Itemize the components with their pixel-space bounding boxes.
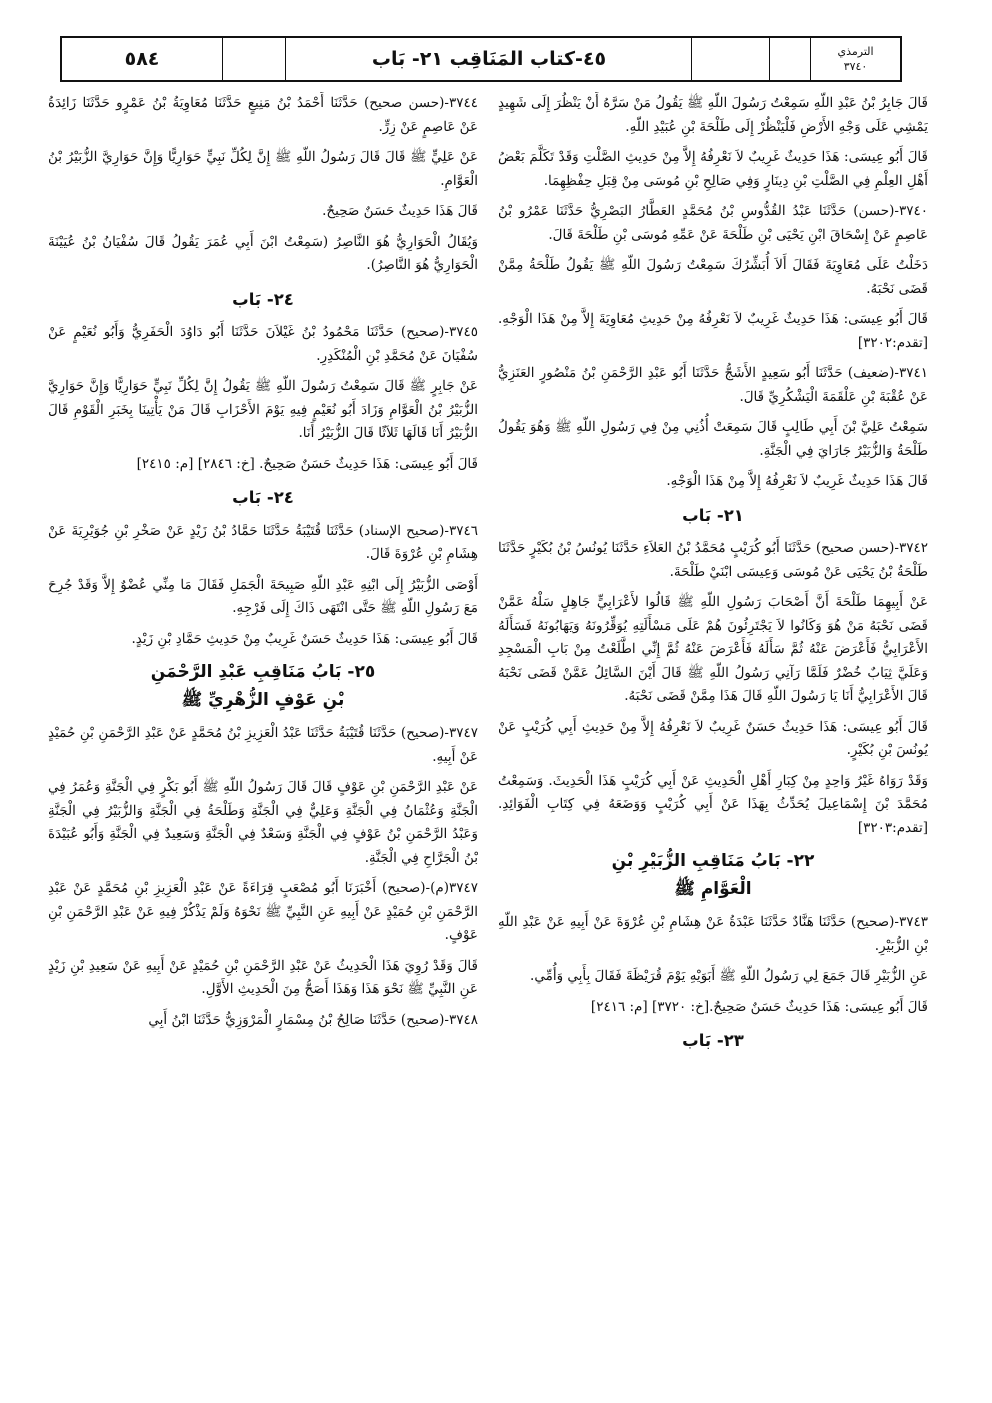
section-heading: بْنِ عَوْفٍ الزُّهْرِيِّ ﷺ — [181, 689, 345, 710]
text-paragraph: وَيُقَالُ الْحَوَارِيُّ هُوَ النَّاصِرُ (سَمِعْتُ ابْنَ أَبِي عُمَرَ يَقُولُ قَالَ سُفْيَانُ بْنُ عُيَيْنَةَ الْحَوَارِيُّ هُوَ النَّاصِرُ). — [48, 233, 478, 273]
text-paragraph: قَالَ هَذَا حَدِيثٌ حَسَنٌ صَحِيحٌ. — [322, 203, 478, 219]
text-paragraph: ٣٧٤٧-(صحيح) حَدَّثَنَا قُتَيْبَةُ حَدَّثَنَا عَبْدُ الْعَزِيزِ بْنُ مُحَمَّدٍ عَنْ عَبْدِ الرَّحْمَنِ بْنِ حُمَيْدٍ عَنْ أَبِيهِ. — [48, 725, 478, 765]
section-heading: الْعَوَّامِ ﷺ — [674, 878, 752, 899]
text-paragraph: عَنْ عَلِيٍّ ﷺ قَالَ قَالَ رَسُولُ اللّهِ ﷺ إِنَّ لِكُلِّ نَبِيٍّ حَوَارِيًّا وَإِنَّ حَوَارِيَّ الزُّبَيْرُ بْنُ الْعَوَّامِ. — [48, 149, 478, 189]
text-paragraph: عَنْ عَبْدِ الرَّحْمَنِ بْنِ عَوْفٍ قَالَ قَالَ رَسُولُ اللّهِ ﷺ أَبُو بَكْرٍ فِي الْجَنَّةِ وَعُمَرُ فِي الْجَنَّةِ وَعُثْمَانُ فِي الْجَنَّةِ وَعَلِيٌّ فِي الْجَنَّةِ وَطَلْحَةُ فِي الْجَنَّةِ وَالزُّبَيْرُ فِي الْجَنَّةِ وَعَبْدُ الرَّحْمَنِ بْنُ عَوْفٍ فِي الْجَنَّةِ وَسَعْدٌ فِي الْجَنَّةِ وَسَعِيدٌ فِي الْجَنَّةِ وَأَبُو عُبَيْدَةَ بْنُ الْجَرَّاحِ فِي الْجَنَّةِ. — [48, 779, 478, 866]
text-paragraph: ٣٧٤٦-(صحيح الإسناد) حَدَّثَنَا قُتَيْبَةُ حَدَّثَنَا حَمَّادُ بْنُ زَيْدٍ عَنْ صَخْرِ بْنِ جُوَيْرِيَةَ عَنْ هِشَامِ بْنِ عُرْوَةَ قَالَ. — [48, 522, 478, 562]
header-ref-book: الترمذي — [837, 45, 874, 58]
page-number: ٥٨٤ — [124, 48, 160, 70]
header-title: ٤٥-كتاب المَنَاقِب ٢١- بَاب — [371, 48, 607, 70]
section-heading: ٢٤- بَاب — [232, 289, 294, 309]
text-paragraph: قَالَ أَبُو عِيسَى: هَذَا حَدِيثٌ حَسَنٌ غَرِيبٌ مِنْ حَدِيثِ حَمَّادِ بْنِ زَيْدٍ. — [131, 630, 478, 647]
header-divider — [769, 38, 770, 80]
section-heading: ٢٢- بَابُ مَنَاقِبِ الزُّبَيْرِ بْنِ — [611, 851, 815, 871]
header-divider — [285, 38, 286, 80]
section-heading: ٢٣- بَاب — [682, 1031, 744, 1050]
text-paragraph: عَنْ أَبِيهِمَا طَلْحَةَ أَنَّ أَصْحَابَ رَسُولِ اللّهِ ﷺ قَالُوا لأَعْرَابِيٍّ جَاهِلٍ سَلْهُ عَمَّنْ قَضَى نَحْبَهُ مَنْ هُوَ وَكَانُوا لاَ يَجْتَرِئُونَ هُمْ عَلَى مَسْأَلَتِهِ يُوَقِّرُونَهُ وَيَهَابُونَهُ فَسَأَلَهُ الأَعْرَابِيُّ فَأَعْرَضَ عَنْهُ ثُمَّ سَأَلَهُ فَأَعْرَضَ عَنْهُ ثُمَّ إِنِّي اطَّلَعْتُ مِنْ بَابِ الْمَسْجِدِ وَعَلَيَّ ثِيَابٌ خُضْرٌ فَلَمَّا رَآنِي رَسُولُ اللّهِ ﷺ قَالَ أَيْنَ السَّائِلُ عَمَّنْ قَضَى نَحْبَهُ قَالَ الأَعْرَابِيُّ أَنَا يَا رَسُولَ اللّهِ قَالَ هَذَا مِمَّنْ قَضَى نَحْبَهُ. — [498, 594, 928, 704]
text-paragraph: ٣٧٤٤-(حسن صحيح) حَدَّثَنَا أَحْمَدُ بْنُ مَنِيعٍ حَدَّثَنَا مُعَاوِيَةُ بْنُ عَمْرٍو حَدَّثَنَا زَائِدَةُ عَنْ عَاصِمٍ عَنْ زِرٍّ. — [48, 95, 478, 135]
text-paragraph: ٣٧٤٠-(حسن) حَدَّثَنَا عَبْدُ القُدُّوسِ بْنُ مُحَمَّدٍ العَطَّارُ البَصْرِيُّ حَدَّثَنَا عَمْرُو بْنُ عَاصِمٍ عَنْ إِسْحَاقَ ابْنِ يَحْيَى بْنِ طَلْحَةَ عَنْ عَمِّهِ مُوسَى بْنِ طَلْحَةَ قَالَ. — [498, 203, 928, 243]
text-paragraph: عَنِ الزُّبَيْرِ قَالَ جَمَعَ لِي رَسُولُ اللّهِ ﷺ أَبَوَيْهِ يَوْمَ قُرَيْظَةَ فَقَالَ بِأَبِي وَأُمِّي. — [530, 968, 928, 984]
page-header — [60, 36, 902, 82]
text-paragraph: أَوْصَى الزُّبَيْرُ إِلَى ابْنِهِ عَبْدِ اللّهِ صَبِيحَةَ الْجَمَلِ فَقَالَ مَا مِنِّي عُضْوٌ إِلاَّ وَقَدْ جُرِحَ مَعَ رَسُولِ اللّهِ ﷺ حَتَّى انْتَهَى ذَاكَ إِلَى فَرْجِهِ. — [48, 576, 478, 616]
text-paragraph: قَالَ وَقَدْ رُوِيَ هَذَا الْحَدِيثُ عَنْ عَبْدِ الرَّحْمَنِ بْنِ حُمَيْدٍ عَنْ أَبِيهِ عَنْ سَعِيدِ بْنِ زَيْدٍ عَنِ النَّبِيِّ ﷺ نَحْوَ هَذَا وَهَذَا أَصَحُّ مِنَ الْحَدِيثِ الأَوَّلِ. — [48, 957, 478, 997]
text-paragraph: قَالَ جَابِرُ بْنُ عَبْدِ اللّهِ سَمِعْتُ رَسُولَ اللّهِ ﷺ يَقُولُ مَنْ سَرَّهُ أَنْ يَنْظُرَ إِلَى شَهِيدٍ يَمْشِي عَلَى وَجْهِ الأَرْضِ فَلْيَنْظُرْ إِلَى طَلْحَةَ بْنِ عُبَيْدِ اللّهِ. — [498, 95, 928, 135]
text-paragraph: ٣٧٤٣-(صحيح) حَدَّثَنَا هَنَّادٌ حَدَّثَنَا عَبْدَةُ عَنْ هِشَامِ بْنِ عُرْوَةَ عَنْ أَبِيهِ عَنْ عَبْدِ اللّهِ بْنِ الزُّبَيْرِ. — [498, 914, 928, 954]
section-heading: ٢٥- بَابُ مَنَاقِبِ عَبْدِ الرَّحْمَنِ — [150, 662, 376, 682]
header-reference — [810, 38, 900, 80]
text-paragraph: قَالَ أَبُو عِيسَى: هَذَا حَدِيثٌ حَسَنٌ صَحِيحٌ.[خ: ٣٧٢٠] [م: ٢٤١٦] — [590, 998, 928, 1015]
text-paragraph: قَالَ أَبُو عِيسَى: هَذَا حَدِيثٌ حَسَنٌ صَحِيحٌ. [خ: ٢٨٤٦] [م: ٢٤١٥] — [136, 455, 478, 472]
text-paragraph: ٣٧٤٧(م)-(صحيح) أَخْبَرَنَا أَبُو مُصْعَبٍ قِرَاءَةً عَنْ عَبْدِ الْعَزِيزِ بْنِ مُحَمَّدٍ عَنْ عَبْدِ الرَّحْمَنِ بْنِ حُمَيْدٍ عَنْ أَبِيهِ عَنِ النَّبِيِّ ﷺ نَحْوَهُ وَلَمْ يَذْكُرْ فِيهِ عَنْ عَبْدِ الرَّحْمَنِ بْنِ عَوْفٍ. — [48, 880, 478, 943]
text-paragraph: سَمِعْتُ عَلِيَّ بْنَ أَبِي طَالِبٍ قَالَ سَمِعَتْ أُذُنِي مِنْ فِي رَسُولِ اللّهِ ﷺ وَهُوَ يَقُولُ طَلْحَةُ وَالزُّبَيْرُ جَارَايَ فِي الْجَنَّةِ. — [498, 419, 928, 459]
text-paragraph: وَقَدْ رَوَاهُ غَيْرُ وَاحِدٍ مِنْ كِبَارِ أَهْلِ الْحَدِيثِ عَنْ أَبِي كُرَيْبٍ هَذَا الْحَدِيثَ. وَسَمِعْتُ مُحَمَّدَ بْنَ إِسْمَاعِيلَ يُحَدِّثُ بِهَذَا عَنْ أَبِي كُرَيْبٍ وَوَضَعَهُ فِي كِتَابِ الْفَوَائِدِ. [تقدم:٣٢٠٣] — [498, 772, 928, 836]
section-heading: ٢٤- بَاب — [232, 488, 294, 507]
text-paragraph: ٣٧٤٥-(صحيح) حَدَّثَنَا مَحْمُودُ بْنُ غَيْلاَنَ حَدَّثَنَا أَبُو دَاوُدَ الْحَفَرِيُّ وَأَبُو نُعَيْمٍ عَنْ سُفْيَانَ عَنْ مُحَمَّدِ بْنِ الْمُنْكَدِرِ. — [48, 324, 478, 364]
text-paragraph: ٣٧٤٢-(حسن صحيح) حَدَّثَنَا أَبُو كُرَيْبٍ مُحَمَّدُ بْنُ العَلاَءِ حَدَّثَنَا يُونُسُ بْنُ بُكَيْرٍ حَدَّثَنَا طَلْحَةُ بْنُ يَحْيَى عَنْ مُوسَى وَعِيسَى ابْنَيْ طَلْحَةَ. — [498, 540, 928, 580]
text-paragraph: قَالَ أَبُو عِيسَى: هَذَا حَدِيثٌ غَرِيبٌ لاَ نَعْرِفُهُ إِلاَّ مِنْ حَدِيثِ الصَّلْتِ وَقَدْ تَكَلَّمَ بَعْضُ أَهْلِ العِلْمِ فِي الصَّلْتِ بْنِ دِينَارٍ وَفِي صَالِحِ بْنِ مُوسَى مِنْ قِبَلِ حِفْظِهِمَا. — [498, 149, 928, 189]
text-paragraph: ٣٧٤٨-(صحيح) حَدَّثَنَا صَالِحُ بْنُ مِسْمَارٍ الْمَرْوَزِيُّ حَدَّثَنَا ابْنُ أَبِي — [148, 1011, 478, 1028]
left-column — [48, 92, 478, 1372]
text-paragraph: ٣٧٤١-(ضعيف) حَدَّثَنَا أَبُو سَعِيدٍ الأَشَجُّ حَدَّثَنَا أَبُو عَبْدِ الرَّحْمَنِ بْنُ مَنْصُورٍ العَنَزِيُّ عَنْ عُقْبَةَ بْنِ عَلْقَمَةَ الْيَشْكُرِيِّ قَالَ. — [498, 365, 928, 405]
text-paragraph: دَخَلْتُ عَلَى مُعَاوِيَةَ فَقَالَ أَلاَ أُبَشِّرُكَ سَمِعْتُ رَسُولَ اللّهِ ﷺ يَقُولُ طَلْحَةُ مِمَّنْ قَضَى نَحْبَهُ. — [498, 257, 928, 297]
text-paragraph: قَالَ أَبُو عِيسَى: هَذَا حَدِيثٌ حَسَنٌ غَرِيبٌ لاَ نَعْرِفُهُ إِلاَّ مِنْ حَدِيثِ أَبِي كُرَيْبٍ عَنْ يُونُسَ بْنِ بُكَيْرٍ. — [498, 718, 928, 758]
header-ref-number: ٣٧٤٠ — [843, 60, 868, 73]
header-divider — [222, 38, 223, 80]
right-column — [498, 92, 928, 1372]
section-heading: ٢١- بَاب — [682, 505, 744, 525]
text-paragraph: قَالَ هَذَا حَدِيثٌ غَرِيبٌ لاَ نَعْرِفُهُ إِلاَّ مِنْ هَذَا الْوَجْهِ. — [666, 473, 928, 489]
text-paragraph: عَنْ جَابِرٍ ﷺ قَالَ سَمِعْتُ رَسُولَ اللّهِ ﷺ يَقُولُ إِنَّ لِكُلِّ نَبِيٍّ حَوَارِيًّا وَإِنَّ حَوَارِيَّ الزُّبَيْرُ بْنُ الْعَوَّامِ وَزَادَ أَبُو نُعَيْمٍ فِيهِ يَوْمَ الأَحْزَابِ قَالَ مَنْ يَأْتِينَا بِخَبَرِ الْقَوْمِ قَالَ الزُّبَيْرُ أَنَا قَالَهَا ثَلاَثًا قَالَ الزُّبَيْرُ أَنَا. — [48, 378, 478, 441]
text-paragraph: قَالَ أَبُو عِيسَى: هَذَا حَدِيثٌ غَرِيبٌ لاَ نَعْرِفُهُ مِنْ حَدِيثِ مُعَاوِيَةَ إِلاَّ مِنْ هَذَا الْوَجْهِ. [تقدم:٣٢٠٢] — [498, 311, 928, 351]
